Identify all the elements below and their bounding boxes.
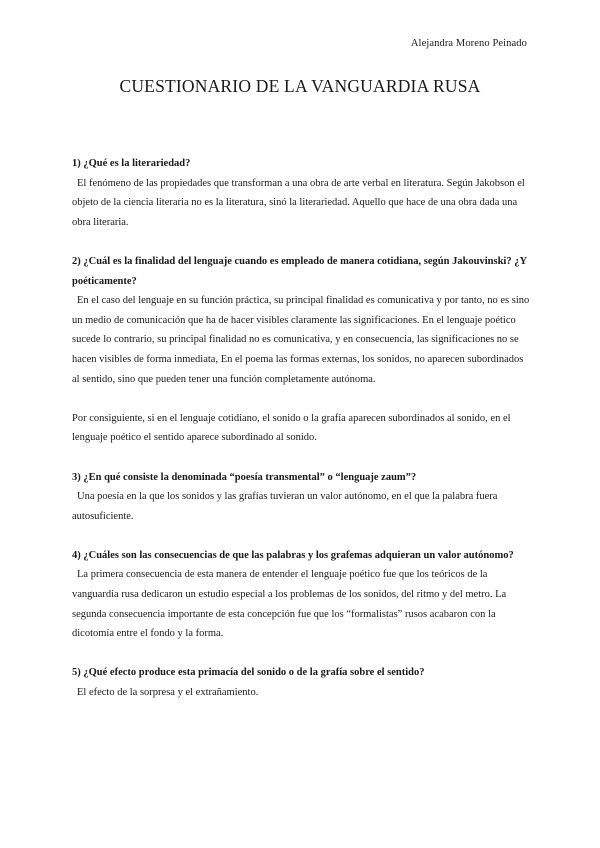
question-1: 1) ¿Qué es la literariedad? bbox=[72, 158, 191, 169]
answer-1: El fenómeno de las propiedades que transforman a una obra de arte verbal en literatura. Según Jakobson el objeto de la ciencia literaria no es la literatura, sinó la literariedad. Aquello que hace de una obra dada una obra literaria. bbox=[72, 177, 525, 228]
answer-2-paragraph-1: En el caso del lenguaje en su función práctica, su principal finalidad es comunicativa y por tanto, no es sino un medio de comunicación que ha de hacer visibles claramente las significaciones. En el lenguaje poético sucede lo contrario, su principal finalidad no es comunicativa, y en consecuencia, las significaciones no se hacen visibles de forma inmediata, En el poema las formas externas, los sonidos, no aparecen subordinados al sentido, sino que pueden tener una función completamente autónoma. bbox=[72, 295, 530, 385]
question-5: 5) ¿Qué efecto produce esta primacía del sonido o de la grafía sobre el sentido? bbox=[72, 667, 425, 679]
question-3: 3) ¿En qué consiste la denominada “poesía transmental” o “lenguaje zaum”? bbox=[72, 471, 417, 483]
question-block-3 bbox=[72, 468, 530, 527]
answer-4: La primera consecuencia de esta manera de entender el lenguaje poético fue que los teóricos de la vanguardia rusa dedicaron un estudio especial a los problemas de los sonidos, del ritmo y del metro. La segunda consecuencia importante de esta concepción fue que los “formalistas” rusos acabaron con la dicotomía entre el fondo y la forma. bbox=[72, 569, 507, 640]
questionnaire-body bbox=[72, 154, 530, 703]
question-block-1 bbox=[72, 154, 530, 232]
answer-3: Una poesía en la que los sonidos y las grafías tuvieran un valor autónomo, en el que la palabra fuera autosuficiente. bbox=[72, 491, 498, 522]
answer-5: El efecto de la sorpresa y el extrañamiento. bbox=[77, 687, 259, 699]
question-2: 2) ¿Cuál es la finalidad del lenguaje cuando es empleado de manera cotidiana, según Jakouvinski? ¿Y poéticamente? bbox=[72, 255, 527, 287]
question-block-2 bbox=[72, 252, 530, 448]
author-name: Alejandra Moreno Peinado bbox=[410, 38, 527, 49]
question-block-5 bbox=[72, 663, 530, 702]
question-block-4 bbox=[72, 546, 530, 644]
document-title: CUESTIONARIO DE LA VANGUARDIA RUSA bbox=[119, 76, 481, 96]
answer-2-paragraph-2: Por consiguiente, si en el lenguaje cotidiano, el sonido o la grafía aparecen subordinados al sonido, en el lenguaje poético el sentido aparece subordinado al sonido. bbox=[72, 412, 511, 444]
question-4: 4) ¿Cuáles son las consecuencias de que las palabras y los grafemas adquieran un valor autónomo? bbox=[72, 549, 514, 561]
